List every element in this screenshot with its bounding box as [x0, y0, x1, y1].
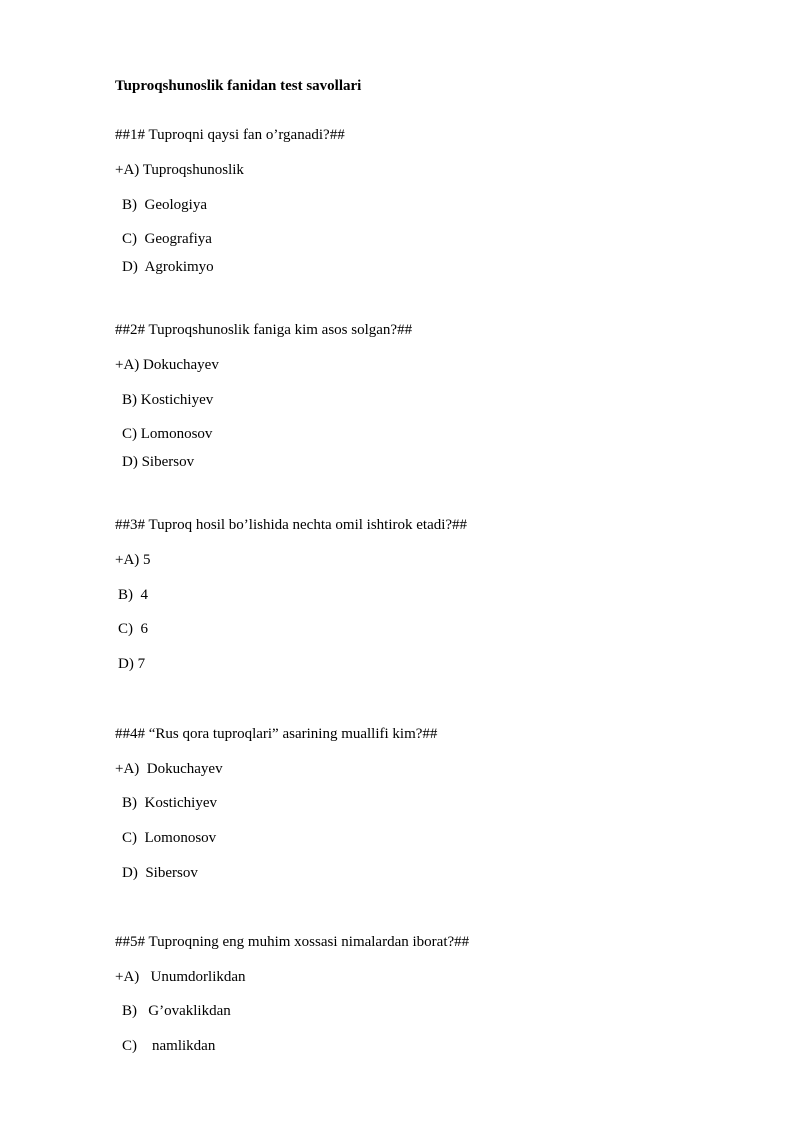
- answer-option: C) namlikdan: [122, 1038, 216, 1054]
- answer-option: D) Sibersov: [122, 454, 195, 470]
- answer-option: D) Agrokimyo: [122, 259, 214, 275]
- answer-option: +A) Tuproqshunoslik: [115, 162, 244, 178]
- answer-option: B) 4: [118, 587, 148, 603]
- answer-option: C) Lomonosov: [122, 830, 217, 846]
- answer-option: C) Geografiya: [122, 231, 212, 247]
- answer-option: B) G’ovaklikdan: [122, 1003, 231, 1019]
- answer-option: +A) 5: [115, 552, 151, 568]
- answer-option: B) Kostichiyev: [122, 392, 214, 408]
- answer-option: C) 6: [118, 621, 148, 637]
- answer-option: D) 7: [118, 656, 146, 672]
- question-text: ##1# Tuproqni qaysi fan o’rganadi?##: [115, 127, 345, 143]
- answer-option: +A) Dokuchayev: [115, 761, 223, 777]
- answer-option: +A) Unumdorlikdan: [115, 969, 246, 985]
- answer-option: D) Sibersov: [122, 865, 198, 881]
- answer-option: B) Geologiya: [122, 197, 207, 213]
- answer-option: B) Kostichiyev: [122, 795, 217, 811]
- question-text: ##3# Tuproq hosil bo’lishida nechta omil ishtirok etadi?##: [115, 517, 468, 533]
- question-text: ##4# “Rus qora tuproqlari” asarining muallifi kim?##: [115, 726, 438, 742]
- answer-option: +A) Dokuchayev: [115, 357, 219, 373]
- question-text: ##5# Tuproqning eng muhim xossasi nimalardan iborat?##: [115, 934, 470, 950]
- answer-option: C) Lomonosov: [122, 426, 213, 442]
- question-text: ##2# Tuproqshunoslik faniga kim asos solgan?##: [115, 322, 413, 338]
- document-title: Tuproqshunoslik fanidan test savollari: [115, 78, 362, 94]
